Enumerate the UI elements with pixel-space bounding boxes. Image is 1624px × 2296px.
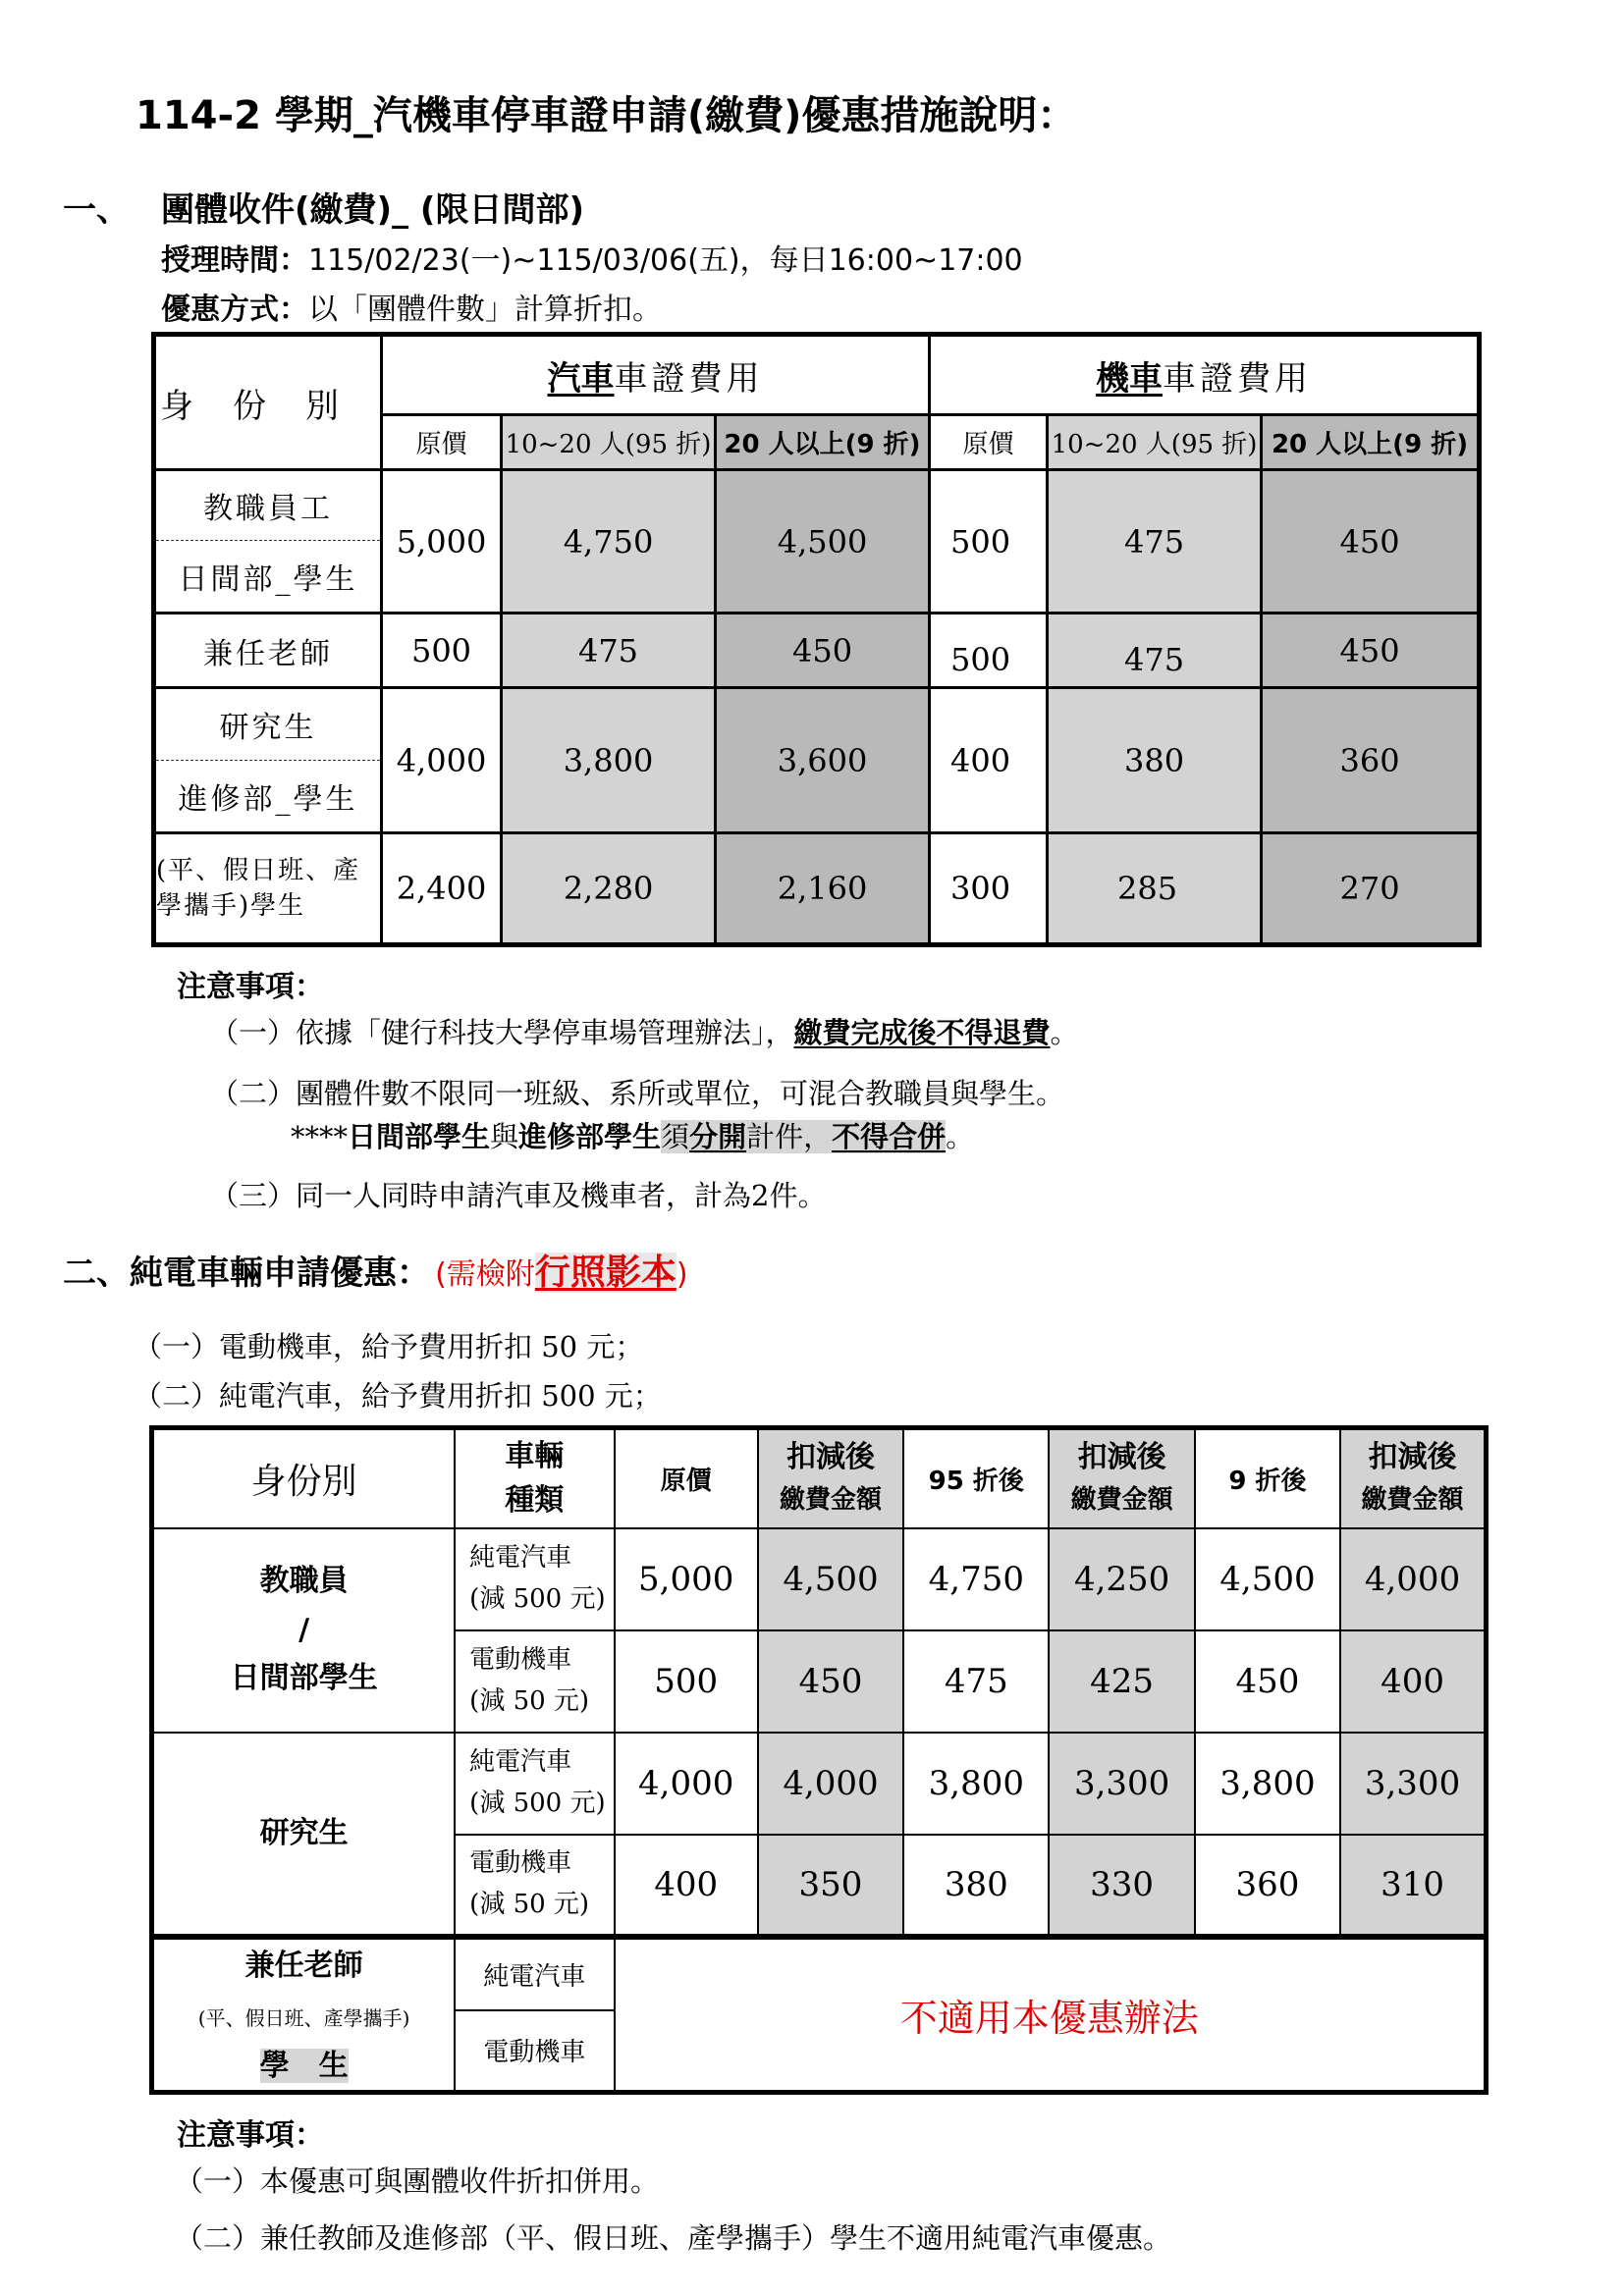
ev-price-cell: 3,300 <box>1049 1733 1194 1835</box>
price-cell: 450 <box>716 614 930 688</box>
ev-deduct-header: 扣減後 繳費金額 <box>1340 1428 1486 1528</box>
price-cell: 500 <box>930 614 1048 688</box>
price-cell: 270 <box>1262 833 1480 945</box>
ev-vehicle-header: 車輛 種類 <box>455 1428 614 1528</box>
price-cell: 3,800 <box>502 688 716 833</box>
moto-fee-header: 機車車證費用 <box>930 335 1480 415</box>
note-2: （二）團體件數不限同一班級、系所或單位，可混合教職員與學生。 <box>210 1077 1065 1110</box>
moto-90-header: 20 人以上(9 折) <box>1262 415 1480 470</box>
ev-vehicle-cell: 純電汽車 (減 500 元) <box>455 1528 614 1630</box>
section1-number: 一、 <box>63 190 130 230</box>
ev-identity-header: 身份別 <box>152 1428 456 1528</box>
ev-price-cell: 5,000 <box>615 1528 758 1630</box>
ev-deduct-header: 扣減後 繳費金額 <box>758 1428 903 1528</box>
price-cell: 450 <box>1262 470 1480 614</box>
ev-price-cell: 4,000 <box>758 1733 903 1835</box>
section2-item-1: （一）電動機車，給予費用折扣 50 元； <box>134 1330 644 1363</box>
ev-vehicle-cell: 電動機車 <box>455 2010 614 2092</box>
ev-price-cell: 310 <box>1340 1835 1486 1937</box>
price-cell: 4,000 <box>382 688 502 833</box>
section2-item-2: （二）純電汽車，給予費用折扣 500 元； <box>134 1379 662 1413</box>
ev-vehicle-cell: 電動機車 (減 50 元) <box>455 1835 614 1937</box>
car-orig-header: 原價 <box>382 415 502 470</box>
price-cell: 475 <box>1048 614 1262 688</box>
section2-heading-line: 二、純電車輛申請優惠： (需檢附行照影本) <box>63 1253 688 1293</box>
ev-identity-cell: 研究生 <box>152 1733 456 1937</box>
ev-price-cell: 4,750 <box>903 1528 1049 1630</box>
ev-price-cell: 380 <box>903 1835 1049 1937</box>
ev-orig-header: 原價 <box>615 1428 758 1528</box>
price-cell: 2,400 <box>382 833 502 945</box>
price-cell: 400 <box>930 688 1048 833</box>
identity-cell: 日間部_學生 <box>154 541 382 614</box>
price-cell: 4,500 <box>716 470 930 614</box>
page-title: 114-2 學期_汽機車停車證申請(繳費)優惠措施說明： <box>135 93 1077 138</box>
ev-identity-cell: 教職員 / 日間部學生 <box>152 1528 456 1733</box>
car-fee-header: 汽車車證費用 <box>382 335 930 415</box>
ev-note-1: （一）本優惠可與團體收件折扣併用。 <box>175 2164 660 2198</box>
ev-price-cell: 475 <box>903 1630 1049 1733</box>
ev-price-cell: 4,500 <box>758 1528 903 1630</box>
ev-price-cell: 330 <box>1049 1835 1194 1937</box>
ev-price-cell: 350 <box>758 1835 903 1937</box>
price-cell: 360 <box>1262 688 1480 833</box>
price-cell: 500 <box>382 614 502 688</box>
section1-method-line <box>161 285 662 328</box>
identity-cell: 進修部_學生 <box>154 761 382 833</box>
ev-price-cell: 360 <box>1195 1835 1340 1937</box>
ev-price-cell: 500 <box>615 1630 758 1733</box>
ev-price-cell: 3,800 <box>1195 1733 1340 1835</box>
ev-price-cell: 400 <box>1340 1630 1486 1733</box>
price-cell: 475 <box>502 614 716 688</box>
ev-price-cell: 400 <box>615 1835 758 1937</box>
note-3: （三）同一人同時申請汽車及機車者，計為2件。 <box>210 1179 827 1212</box>
moto-95-header: 10~20 人(95 折) <box>1048 415 1262 470</box>
ev-vehicle-cell: 純電汽車 (減 500 元) <box>455 1733 614 1835</box>
notes-heading: 注意事項： <box>177 970 324 1004</box>
price-cell: 500 <box>930 470 1048 614</box>
ev-price-cell: 4,500 <box>1195 1528 1340 1630</box>
ev-price-cell: 4,250 <box>1049 1528 1194 1630</box>
ev-deduct-header: 扣減後 繳費金額 <box>1049 1428 1194 1528</box>
car-95-header: 10~20 人(95 折) <box>502 415 716 470</box>
ev-vehicle-cell: 純電汽車 <box>455 1937 614 2010</box>
ev-price-cell: 3,800 <box>903 1733 1049 1835</box>
section1-heading: 團體收件(繳費)_ (限日間部) <box>161 190 584 230</box>
ev-90-header: 9 折後 <box>1195 1428 1340 1528</box>
method-label: 優惠方式： <box>161 293 308 327</box>
ev-identity-cell: 兼任老師 (平、假日班、產學攜手) 學 生 <box>152 1937 456 2093</box>
ev-price-cell: 4,000 <box>1340 1528 1486 1630</box>
price-cell: 2,160 <box>716 833 930 945</box>
ev-price-cell: 4,000 <box>615 1733 758 1835</box>
price-cell: 285 <box>1048 833 1262 945</box>
price-cell: 5,000 <box>382 470 502 614</box>
moto-orig-header: 原價 <box>930 415 1048 470</box>
ev-fee-table <box>149 1425 1489 2095</box>
price-cell: 300 <box>930 833 1048 945</box>
identity-header: 身 份 別 <box>154 335 382 470</box>
price-cell: 380 <box>1048 688 1262 833</box>
notes-heading-2: 注意事項： <box>177 2118 324 2153</box>
price-cell: 450 <box>1262 614 1480 688</box>
identity-cell: 研究生 <box>154 688 382 761</box>
ev-price-cell: 450 <box>758 1630 903 1733</box>
ev-price-cell: 425 <box>1049 1630 1194 1733</box>
ev-note-2: （二）兼任教師及進修部（平、假日班、產學攜手）學生不適用純電汽車優惠。 <box>175 2221 1172 2255</box>
identity-cell: 兼任老師 <box>154 614 382 688</box>
group-fee-table <box>151 332 1482 947</box>
time-label: 授理時間： <box>161 243 308 278</box>
identity-cell: 教職員工 <box>154 470 382 541</box>
ev-price-cell: 3,300 <box>1340 1733 1486 1835</box>
car-90-header: 20 人以上(9 折) <box>716 415 930 470</box>
time-value: 115/02/23(一)~115/03/06(五)，每日16:00~17:00 <box>308 243 1023 278</box>
ev-price-cell: 450 <box>1195 1630 1340 1733</box>
identity-cell: (平、假日班、產學攜手)學生 <box>154 833 382 945</box>
not-applicable-notice: 不適用本優惠辦法 <box>615 1937 1487 2093</box>
price-cell: 3,600 <box>716 688 930 833</box>
section1-time-line <box>161 236 1023 279</box>
price-cell: 4,750 <box>502 470 716 614</box>
note-1: （一）依據「健行科技大學停車場管理辦法」，繳費完成後不得退費。 <box>210 1016 1079 1049</box>
ev-vehicle-cell: 電動機車 (減 50 元) <box>455 1630 614 1733</box>
ev-95-header: 95 折後 <box>903 1428 1049 1528</box>
price-cell: 2,280 <box>502 833 716 945</box>
method-value: 以「團體件數」計算折扣。 <box>308 293 662 327</box>
note-2b: ****日間部學生與進修部學生須分開計件，不得合併。 <box>291 1120 975 1153</box>
price-cell: 475 <box>1048 470 1262 614</box>
